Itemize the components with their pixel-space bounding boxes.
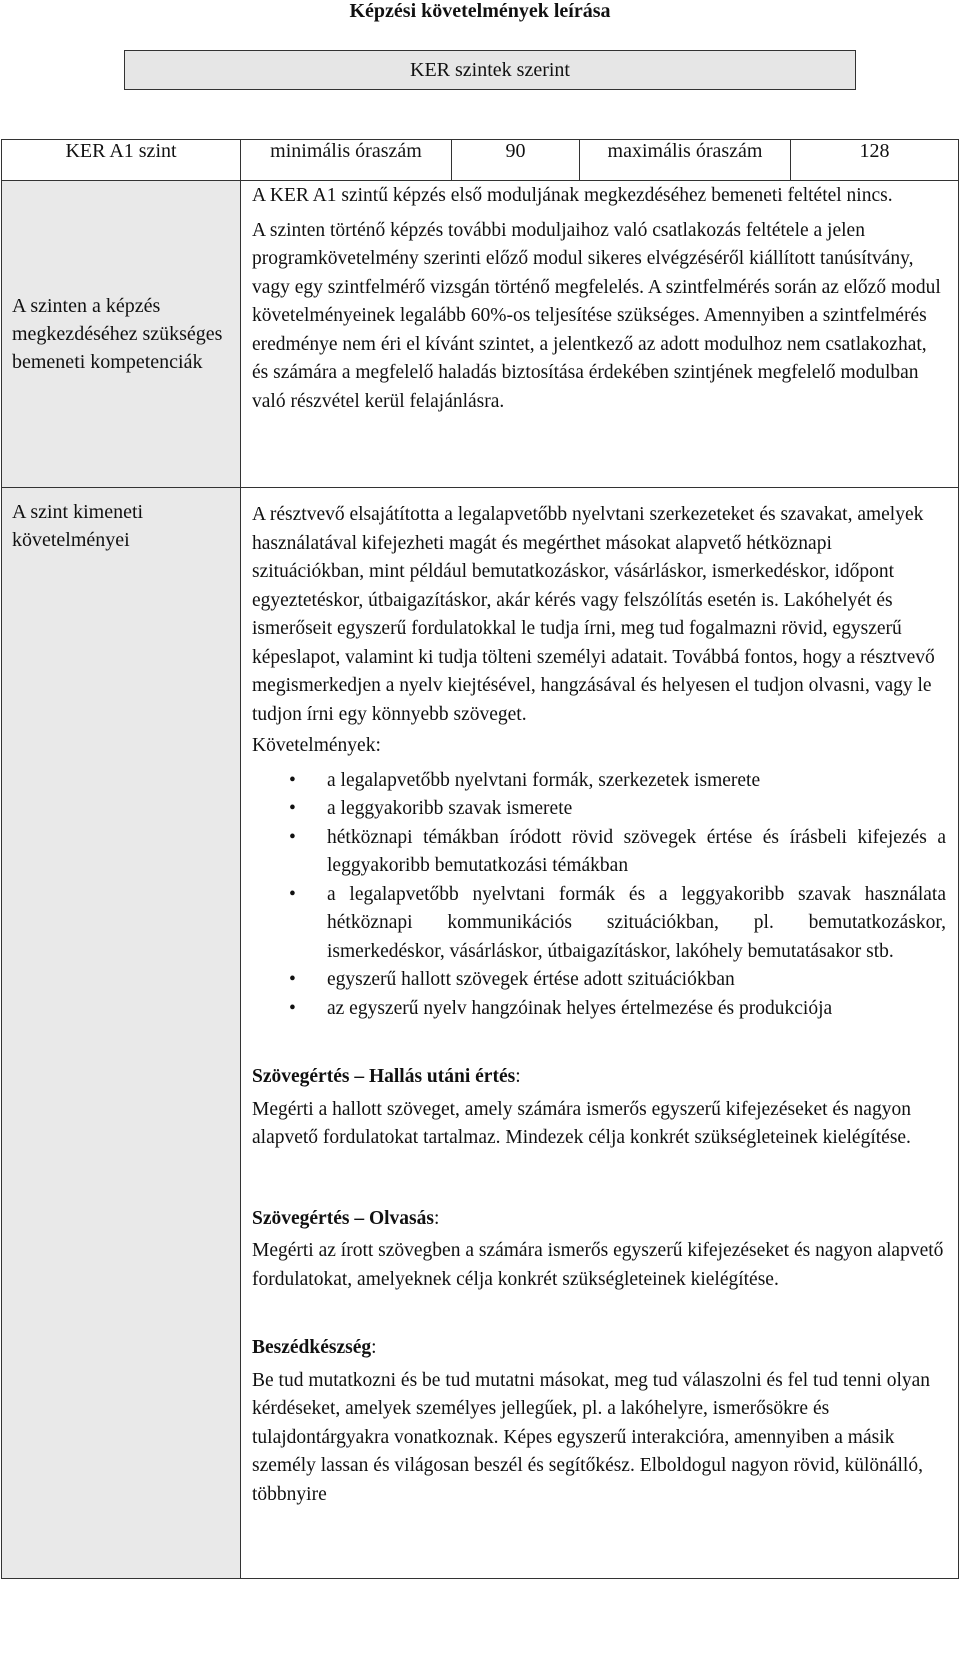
skill-text-reading: Megérti az írott szövegben a számára ismerős egyszerű kifejezéseket és nagyon alapvető fordulatokat, amelyeknek célja konkrét szükségleteinek kielégítése. [252,1240,944,1290]
level-cell: KER A1 szint [2,140,241,181]
bullet-icon: • [289,969,296,990]
min-hours-value: 90 [452,140,580,181]
skill-text-speaking: Be tud mutatkozni és be tud mutatni másokat, meg tud válaszolni és fel tud tenni olyan kérdéseket, amelyek személyes jellegűek, pl. a lakóhelyre, ismerősökre és tulajdontárgyakra vonatkoznak. Képes egyszerű interakcióra, amennyiben a másik személy lassan és világosan beszél és segítőkész. Elboldogul nagyon rövid, különálló, többnyire [252,1369,931,1505]
entry-label-cell [2,181,241,488]
output-intro: A résztvevő elsajátította a legalapvetőbb nyelvtani szerkezeteket és szavakat, amelyek használatával kifejezheti magát és megérthet másokat alapvető hétköznapi szituációkban, mint például bemutatkozáskor, vásárláskor, ismerkedéskor, időpont egyeztetéskor, útbaigazításkor, akár kérés vagy felszólítás esetén is. Lakóhelyét és ismerőseit egyszerű fordulatokkal le tudja írni, meg tud fogalmazni rövid, egyszerű képeslapot, valamint ki tudja tölteni személyi adatait. Továbbá fontos, hogy a résztvevő megismerkedjen a nyelv kiejtésével, hangzásával és helyesen el tudjon olvasni, vagy le tudjon írni egy könnyebb szöveget. [252,504,935,725]
bullet-icon: • [289,997,296,1019]
list-item: • a legalapvetőbb nyelvtani formák, szerkezetek ismerete [327,767,946,796]
requirements-label: Követelmények: [252,735,381,756]
requirements-table [1,139,959,1579]
requirements-list [252,767,946,1024]
skill-text-listening: Megérti a hallott szöveget, amely számára ismerős egyszerű kifejezéseket és nagyon alapvető fordulatokat tartalmaz. Mindezek célja konkrét szükségleteinek kielégítése. [252,1098,911,1148]
bullet-icon: • [289,883,296,905]
min-hours-label: minimális óraszám [241,140,452,181]
entry-content-cell [241,181,959,488]
output-row [2,488,959,1579]
max-hours-label: maximális óraszám [580,140,791,181]
skill-heading-reading: Szövegértés – Olvasás: [252,1207,440,1229]
entry-row [2,181,959,488]
max-hours-value: 128 [791,140,959,181]
entry-paragraph-2: A szinten történő képzés további moduljaihoz való csatlakozás feltétele a jelen programkövetelmény szerinti előző modul sikeres elvégzéséről kiállított tanúsítvány, vagy egy szintfelmérő vizsgán történő megfelelés. A szintfelmérés során az előző modul követelményeinek legalább 60%-os teljesítése szükséges. Amennyiben a szintfelmérés eredménye nem éri el kívánt szintet, a jelentkező az adott modulhoz nem csatlakozhat, és számára a megfelelő haladás biztosítása érdekében szintjének megfelelő modulban való részvétel kerül felajánlásra. [252,219,941,412]
list-item: • hétköznapi témákban íródott rövid szövegek értése és írásbeli kifejezés a leggyakoribb bemutatkozási témákban [327,824,946,881]
document-title: Képzési követelmények leírása [349,0,611,22]
bullet-icon: • [289,769,296,791]
bullet-icon: • [289,798,296,819]
entry-paragraph-1: A KER A1 szintű képzés első moduljának megkezdéséhez bemeneti feltétel nincs. [252,185,893,206]
list-item: • egyszerű hallott szövegek értése adott szituációkban [327,966,946,995]
entry-label: A szinten a képzés megkezdéséhez szükséges bemeneti kompetenciák [12,295,223,373]
output-label: A szint kimeneti követelményei [12,501,144,551]
header-row [2,140,959,181]
list-item: • a leggyakoribb szavak ismerete [327,795,946,824]
list-item: • az egyszerű nyelv hangzóinak helyes értelmezése és produkciója [327,995,946,1024]
bullet-icon: • [289,826,296,848]
skill-heading-speaking: Beszédkészség: [252,1337,377,1358]
output-content-cell [241,488,959,1579]
skill-heading-listening: Szövegértés – Hallás utáni értés: [252,1066,521,1087]
output-label-cell [2,488,241,1579]
section-banner: KER szintek szerint [124,50,856,90]
list-item: • a legalapvetőbb nyelvtani formák és a leggyakoribb szavak használata hétköznapi kommunikációs szituációkban, pl. bemutatkozáskor, ismerkedéskor, vásárláskor, útbaigazításkor, lakóhely bemutatásakor stb. [327,881,946,967]
